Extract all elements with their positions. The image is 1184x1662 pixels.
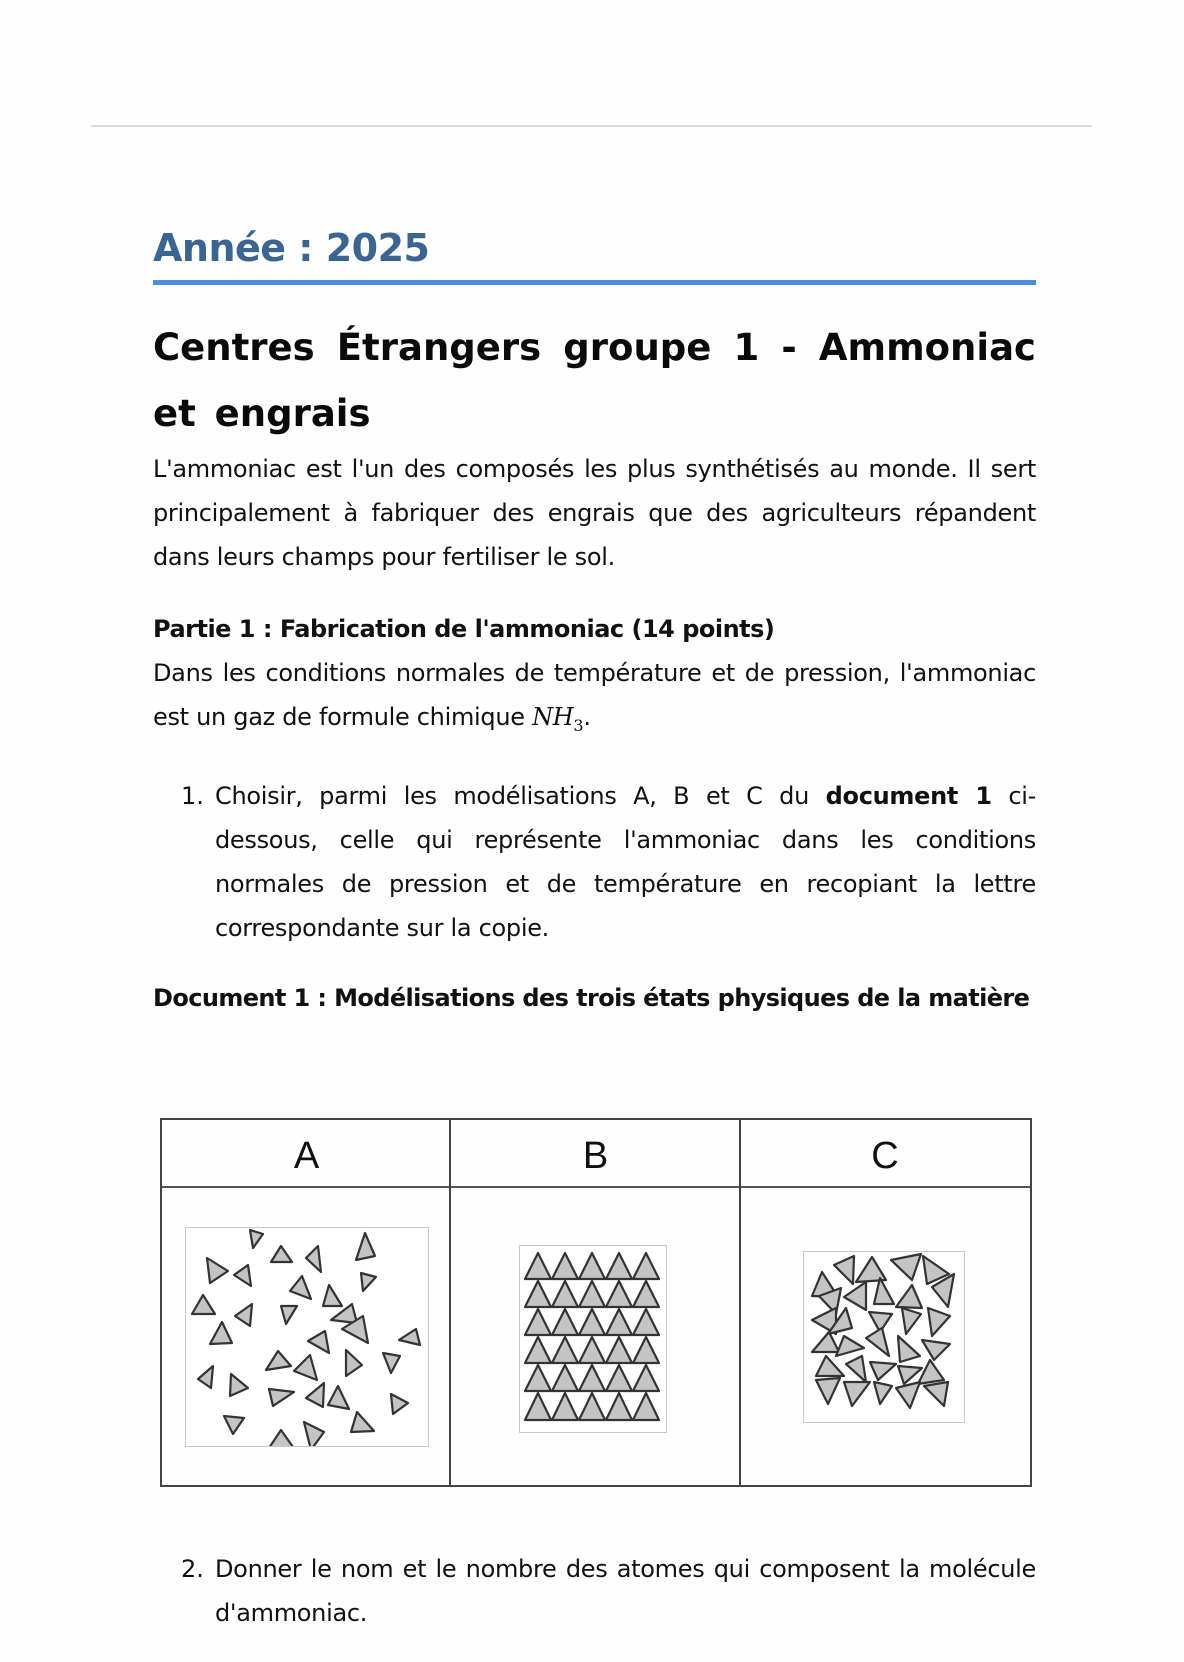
conditions-paragraph: Dans les conditions normales de température et de pression, l'ammoniac est un gaz de formule chimique $NH_3$. — [153, 659, 1036, 735]
question-1-text: Choisir, parmi les modélisations A, B et C du document 1 ci-dessous, celle qui représente l'ammoniac dans les conditions normales de pression et de température en recopiant la lettre correspondante sur la copie. — [215, 781, 1037, 942]
document-content — [153, 222, 1037, 1627]
column-divider — [739, 1120, 741, 1485]
page-title: Centres Étrangers groupe 1 - Ammoniac et engrais — [153, 326, 1036, 435]
column-header-c: C — [871, 1135, 899, 1177]
chemical-formula: $NH_3$ — [532, 703, 584, 735]
questions-list — [153, 774, 1036, 950]
model-c-liquid-illustration — [803, 1251, 965, 1423]
table-header-row — [162, 1120, 1030, 1188]
question-2-text: Donner le nom et le nombre des atomes qui composent la molécule d'ammoniac. — [215, 1555, 1036, 1627]
model-b-solid-illustration — [519, 1245, 667, 1433]
year-heading-underline — [153, 280, 1036, 285]
column-header-a: A — [293, 1135, 320, 1177]
model-a-gas-illustration — [185, 1227, 429, 1447]
question-number: 2. — [181, 1555, 204, 1583]
part1-heading: Partie 1 : Fabrication de l'ammoniac (14 points) — [153, 615, 775, 643]
column-header-b: B — [582, 1135, 609, 1177]
conditions-text: Dans les conditions normales de température et de pression, l'ammoniac est un gaz de formule chimique — [153, 659, 1036, 731]
intro-paragraph: L'ammoniac est l'un des composés les plus synthétisés au monde. Il sert principalement à fabriquer des engrais que des agriculteurs répandent dans leurs champs pour fertiliser le sol. — [153, 455, 1036, 571]
questions-list-continued — [153, 1547, 1036, 1635]
top-divider — [91, 125, 1092, 127]
question-2 — [153, 1547, 1036, 1635]
scattered-triangles-icon — [186, 1228, 428, 1446]
column-divider — [449, 1120, 451, 1485]
document-reference: document 1 — [825, 781, 992, 810]
question-number: 1. — [181, 781, 204, 810]
year-heading: Année : 2025 — [153, 226, 430, 270]
compact-triangles-icon — [804, 1252, 964, 1422]
document1-heading: Document 1 : Modélisations des trois états physiques de la matière — [153, 983, 1030, 1012]
states-of-matter-table — [160, 1118, 1032, 1487]
ordered-triangles-icon — [520, 1246, 666, 1432]
question-1 — [153, 774, 1036, 950]
